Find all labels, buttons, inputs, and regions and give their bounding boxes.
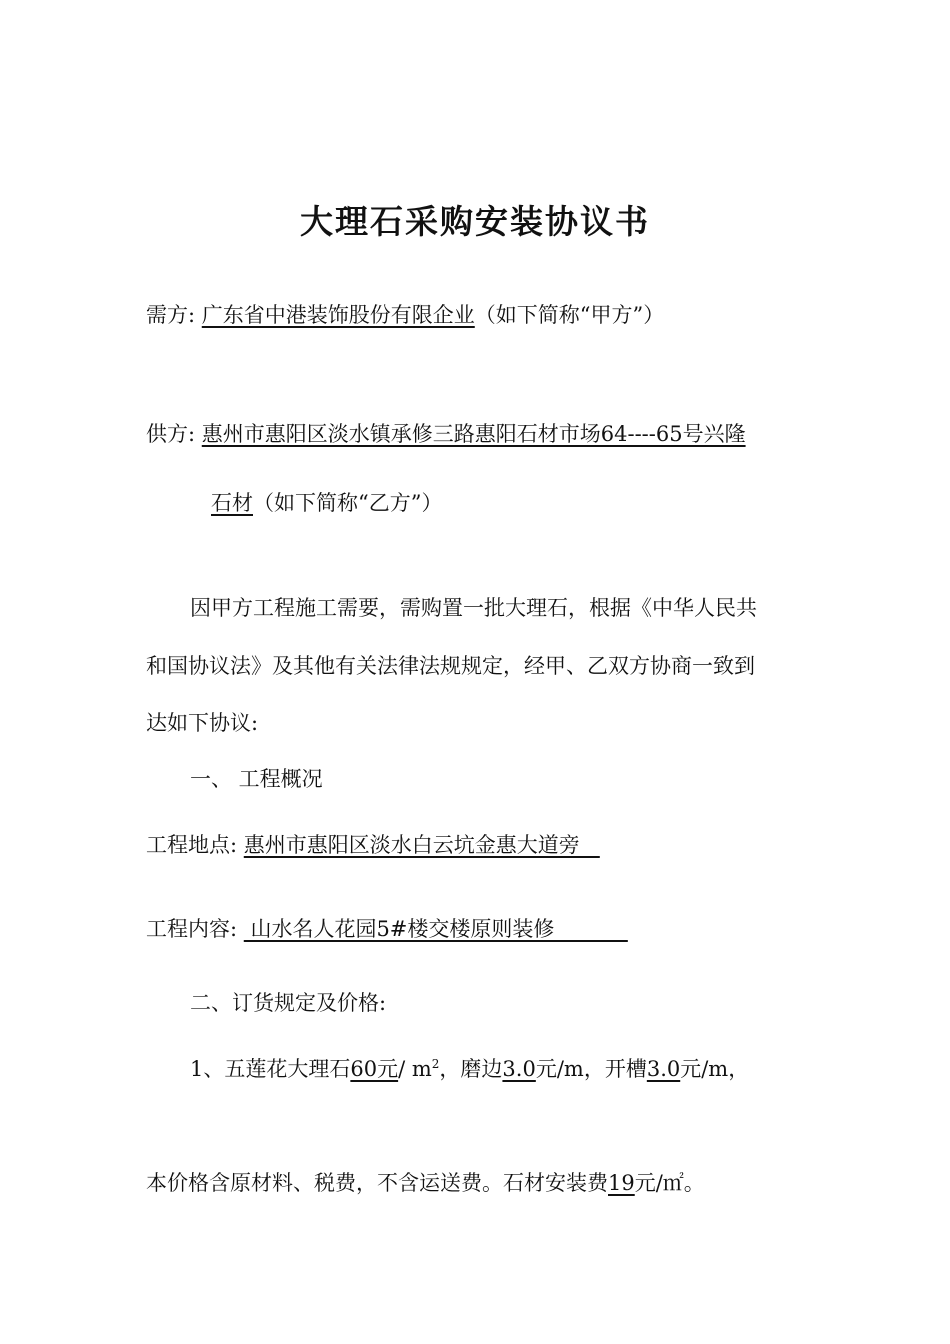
item1-groove-price: 3.0 (646, 1057, 681, 1081)
supplier-line-1 (146, 420, 746, 448)
item1-edge-unit: 元/m，开槽 (535, 1057, 647, 1081)
item1-unit-sup: 2 (431, 1057, 440, 1071)
item1-prefix: 1、五莲花大理石 (190, 1057, 351, 1081)
supplier-name-2: 石材 (211, 491, 253, 515)
location-line (146, 831, 600, 859)
install-unit: 元/㎡。 (634, 1171, 705, 1195)
location-value: 惠州市惠阳区淡水白云坑金惠大道旁 (243, 833, 600, 857)
section1-heading: 一、 工程概况 (190, 767, 323, 791)
location-label: 工程地点: (146, 833, 244, 857)
supplier-line-2 (211, 489, 442, 517)
buyer-line (146, 301, 664, 329)
content-value: 山水名人花园5#楼交楼原则装修 (243, 917, 628, 941)
price-note-prefix: 本价格含原材料、税费，不含运送费。石材安装费 (146, 1171, 608, 1195)
content-line (146, 915, 628, 943)
content-label: 工程内容: (146, 917, 244, 941)
intro-line-3: 达如下协议: (146, 711, 259, 735)
supplier-note: （如下简称“乙方”） (253, 491, 443, 515)
item1-unit: / m (398, 1057, 432, 1081)
document-title: 大理石采购安装协议书 (300, 202, 650, 241)
price-item-1 (190, 1055, 749, 1083)
supplier-name-1: 惠州市惠阳区淡水镇承修三路惠阳石材市场64----65号兴隆 (201, 422, 746, 446)
buyer-label: 需方: (146, 303, 202, 327)
install-fee: 19 (608, 1171, 635, 1195)
item1-edge-label: ，磨边 (439, 1057, 503, 1081)
item1-edge-price: 3.0 (502, 1057, 536, 1081)
item1-groove-unit: 元/m， (680, 1057, 750, 1081)
supplier-label: 供方: (146, 422, 202, 446)
buyer-note: （如下简称“甲方”） (474, 303, 665, 327)
item1-price: 60元 (350, 1057, 399, 1081)
intro-line-1: 因甲方工程施工需要，需购置一批大理石，根据《中华人民共 (190, 596, 757, 620)
section2-heading: 二、订货规定及价格: (190, 991, 387, 1015)
buyer-name: 广东省中港装饰股份有限企业 (201, 303, 475, 327)
intro-line-2: 和国协议法》及其他有关法律法规规定，经甲、乙双方协商一致到 (146, 654, 755, 678)
price-note-line (146, 1169, 705, 1197)
